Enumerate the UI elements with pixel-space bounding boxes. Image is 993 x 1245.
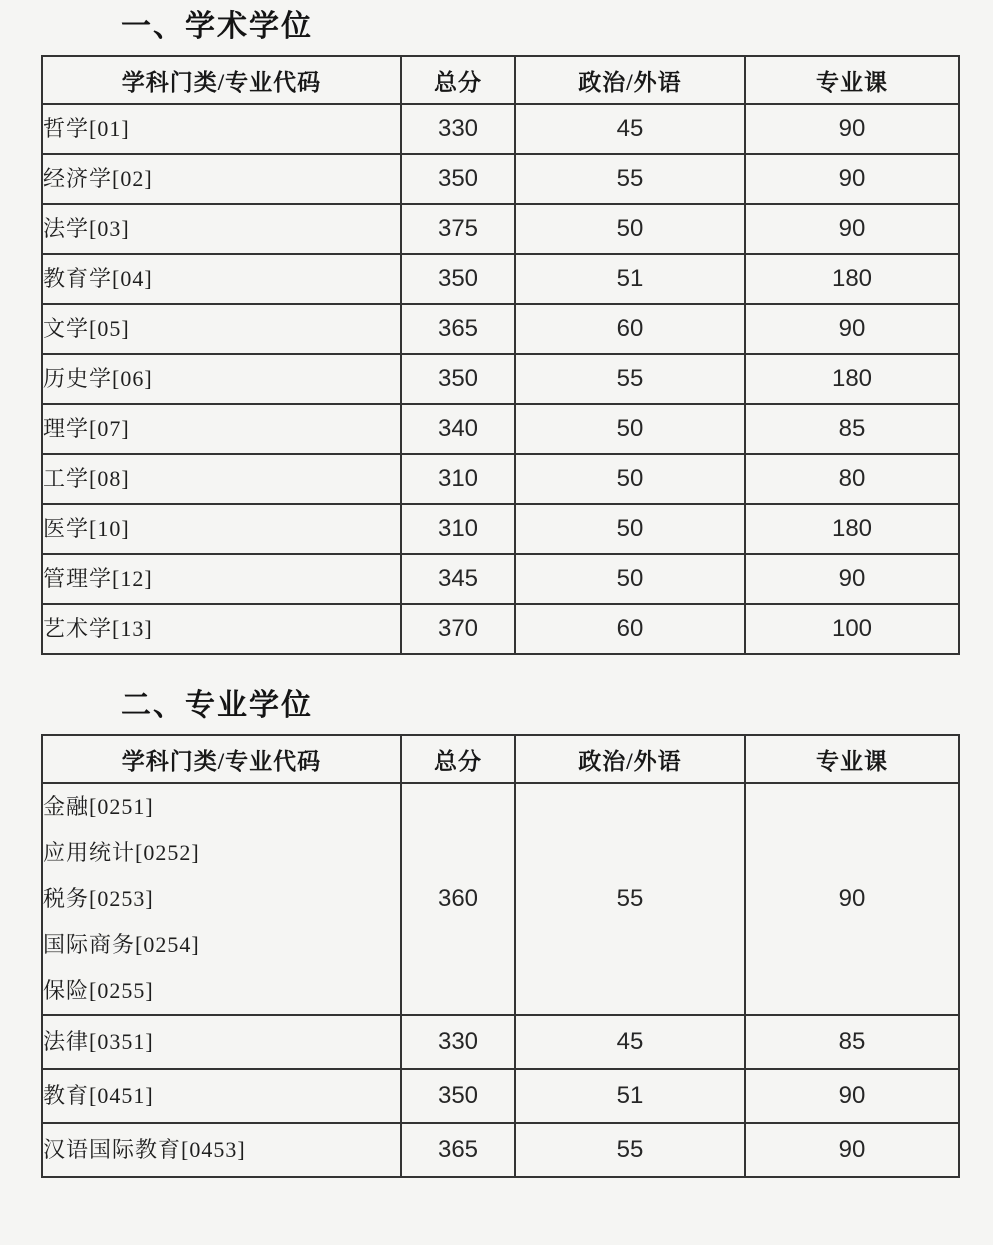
subject-label: 保险[0255] [43,978,154,1003]
table-header-row [42,56,959,104]
subject-cell [42,304,401,354]
total-score-cell: 350 [401,1069,515,1123]
subject-label: 教育学[04] [43,266,153,291]
subject-cell [42,604,401,654]
subject-cell [42,104,401,154]
politics-foreign-cell: 51 [515,254,745,304]
table-row [42,304,959,354]
subject-label: 教育[0451] [43,1083,154,1108]
table-row [42,154,959,204]
subject-cell [42,154,401,204]
major-course-cell: 90 [745,104,959,154]
major-course-cell: 90 [745,154,959,204]
total-score-cell: 330 [401,1015,515,1069]
subject-label: 理学[07] [43,416,130,441]
major-course-cell: 180 [745,254,959,304]
subject-label: 国际商务[0254] [43,932,200,957]
major-course-cell: 90 [745,204,959,254]
politics-foreign-cell: 55 [515,154,745,204]
table-row [42,783,959,1015]
col-header-subject-code: 学科门类/专业代码 [42,56,401,104]
subject-label: 医学[10] [43,516,130,541]
table-row [42,404,959,454]
table-row [42,204,959,254]
subject-label: 法学[03] [43,216,130,241]
politics-foreign-cell: 50 [515,404,745,454]
politics-foreign-cell: 50 [515,454,745,504]
major-course-cell: 180 [745,504,959,554]
sections-container [41,8,958,1178]
table-row [42,354,959,404]
subject-cell [42,783,401,1015]
politics-foreign-cell: 50 [515,554,745,604]
subject-label: 艺术学[13] [43,616,153,641]
subject-cell [42,504,401,554]
total-score-cell: 345 [401,554,515,604]
total-score-cell: 370 [401,604,515,654]
col-header-subject-code: 学科门类/专业代码 [42,735,401,783]
subject-cell [42,454,401,504]
major-course-cell: 90 [745,783,959,1015]
total-score-cell: 310 [401,454,515,504]
table-row [42,1123,959,1177]
major-course-cell: 80 [745,454,959,504]
major-course-cell: 100 [745,604,959,654]
subject-cell [42,354,401,404]
col-header-major-course: 专业课 [745,56,959,104]
subject-label: 文学[05] [43,316,130,341]
table-row [42,604,959,654]
politics-foreign-cell: 50 [515,204,745,254]
table-row [42,454,959,504]
major-course-cell: 90 [745,1123,959,1177]
politics-foreign-cell: 60 [515,304,745,354]
table-header-row [42,735,959,783]
politics-foreign-cell: 60 [515,604,745,654]
subject-label: 工学[08] [43,466,130,491]
table-row [42,554,959,604]
col-header-total-score: 总分 [401,735,515,783]
total-score-cell: 375 [401,204,515,254]
total-score-cell: 365 [401,304,515,354]
subject-cell [42,404,401,454]
table-row [42,504,959,554]
score-table [41,734,960,1178]
politics-foreign-cell: 51 [515,1069,745,1123]
subject-label: 历史学[06] [43,366,153,391]
subject-cell [42,1015,401,1069]
section-academic-degrees [41,8,958,655]
col-header-total-score: 总分 [401,56,515,104]
table-row [42,104,959,154]
major-course-cell: 90 [745,1069,959,1123]
politics-foreign-cell: 45 [515,1015,745,1069]
subject-label: 税务[0253] [43,886,154,911]
politics-foreign-cell: 45 [515,104,745,154]
section-title: 一、学术学位 [121,10,313,43]
total-score-cell: 350 [401,354,515,404]
section-professional-degrees [41,687,958,1178]
total-score-cell: 350 [401,254,515,304]
total-score-cell: 310 [401,504,515,554]
section-title: 二、专业学位 [121,689,313,722]
table-row [42,254,959,304]
subject-label: 应用统计[0252] [43,840,200,865]
subject-cell [42,1123,401,1177]
table-row [42,1069,959,1123]
total-score-cell: 360 [401,783,515,1015]
major-course-cell: 85 [745,1015,959,1069]
major-course-cell: 90 [745,304,959,354]
score-table [41,55,960,655]
table-body [42,104,959,654]
table-body [42,783,959,1177]
col-header-politics-foreign: 政治/外语 [515,735,745,783]
subject-label: 管理学[12] [43,566,153,591]
politics-foreign-cell: 55 [515,1123,745,1177]
major-course-cell: 180 [745,354,959,404]
subject-cell [42,254,401,304]
major-course-cell: 90 [745,554,959,604]
subject-cell [42,1069,401,1123]
subject-cell [42,204,401,254]
subject-label: 经济学[02] [43,166,153,191]
col-header-major-course: 专业课 [745,735,959,783]
subject-cell [42,554,401,604]
total-score-cell: 350 [401,154,515,204]
col-header-politics-foreign: 政治/外语 [515,56,745,104]
table-row [42,1015,959,1069]
subject-label: 哲学[01] [43,116,130,141]
politics-foreign-cell: 50 [515,504,745,554]
total-score-cell: 365 [401,1123,515,1177]
major-course-cell: 85 [745,404,959,454]
total-score-cell: 340 [401,404,515,454]
subject-label: 金融[0251] [43,794,154,819]
politics-foreign-cell: 55 [515,354,745,404]
subject-label: 汉语国际教育[0453] [43,1137,246,1162]
subject-label: 法律[0351] [43,1029,154,1054]
total-score-cell: 330 [401,104,515,154]
politics-foreign-cell: 55 [515,783,745,1015]
